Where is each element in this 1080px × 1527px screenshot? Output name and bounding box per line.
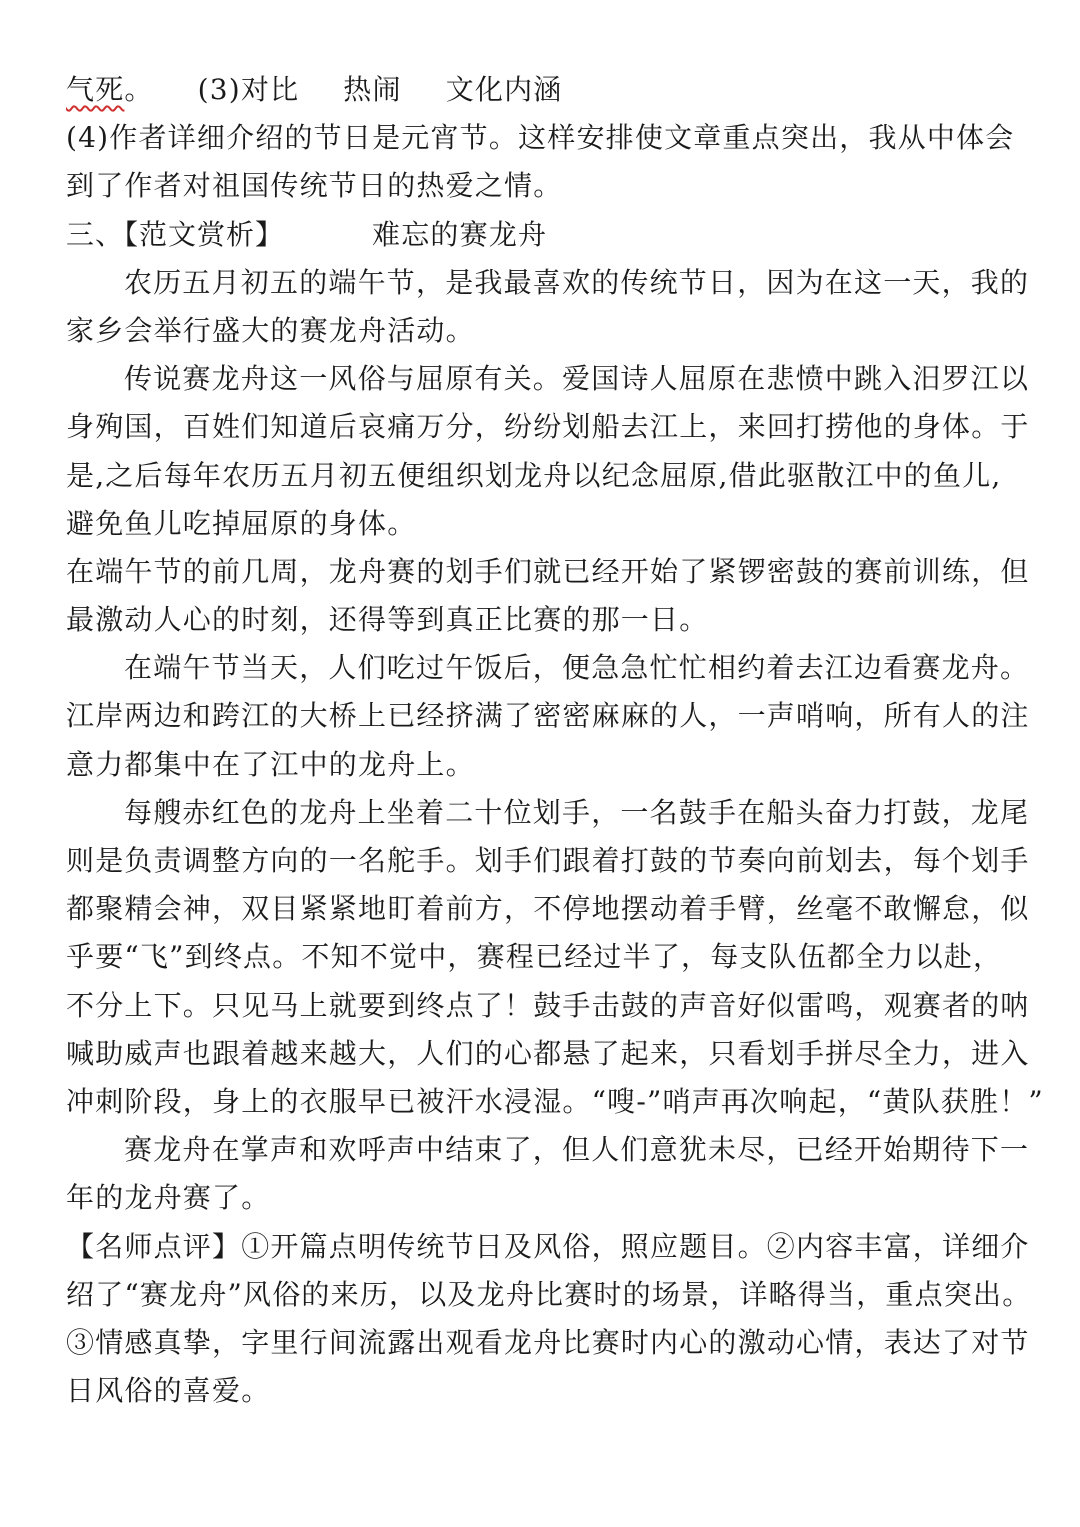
commentary-line: 日风俗的喜爱。 — [66, 1374, 271, 1408]
essay-p2-line: 是,之后每年农历五月初五便组织划龙舟以纪念屈原,借此驱散江中的鱼儿, — [66, 458, 1002, 492]
essay-p2-line: 传说赛龙舟这一风俗与屈原有关。爱国诗人屈原在悲愤中跳入汨罗江以 — [124, 362, 1030, 396]
essay-title: 难忘的赛龙舟 — [372, 217, 548, 251]
essay-p6-line: 年的龙舟赛了。 — [66, 1181, 271, 1215]
document-page — [66, 66, 1044, 1415]
wavy-underlined-word: 气死 — [66, 73, 125, 106]
essay-p4-line: 意力都集中在了江中的龙舟上。 — [66, 747, 475, 781]
essay-p1-line: 农历五月初五的端午节，是我最喜欢的传统节日，因为在这一天，我的 — [124, 265, 1030, 299]
answer-item4-line1: (4)作者详细介绍的节日是元宵节。这样安排使文章重点突出，我从中体会 — [66, 121, 1015, 155]
essay-p6-line: 赛龙舟在掌声和欢呼声中结束了，但人们意犹未尽，已经开始期待下一 — [124, 1133, 1030, 1167]
essay-p5-line: 则是负责调整方向的一名舵手。划手们跟着打鼓的节奏向前划去，每个划手 — [66, 844, 1030, 877]
essay-p4-line: 江岸两边和跨江的大桥上已经挤满了密密麻麻的人，一声哨响，所有人的注 — [66, 699, 1030, 733]
section-heading — [66, 211, 1016, 259]
answer-item3-label: (3)对比 — [197, 73, 300, 106]
commentary-line: 绍了“赛龙舟”风俗的来历，以及龙舟比赛时的场景，详略得当，重点突出。 — [66, 1277, 1032, 1311]
essay-p3-line: 最激动人心的时刻，还得等到真正比赛的那一日。 — [66, 603, 709, 637]
essay-p3-line: 在端午节的前几周，龙舟赛的划手们就已经开始了紧锣密鼓的赛前训练，但 — [66, 554, 1030, 588]
answer-line-3 — [66, 66, 1016, 114]
essay-p5-line: 冲刺阶段，身上的衣服早已被汗水浸湿。“嗖-”哨声再次响起，“黄队获胜！” — [66, 1084, 1044, 1118]
commentary-line: 【名师点评】①开篇点明传统节日及风俗，照应题目。②内容丰富，详细介 — [66, 1229, 1030, 1263]
essay-p5-line: 乎要“飞”到终点。不知不觉中，赛程已经过半了，每支队伍都全力以赴， — [66, 940, 1003, 974]
section-label: 三、【范文赏析】 — [66, 217, 285, 251]
essay-p2-line: 身殉国，百姓们知道后哀痛万分，纷纷划船去江上，来回打捞他的身体。于 — [66, 410, 1030, 444]
commentary-line: ③情感真挚，字里行间流露出观看龙舟比赛时内心的激动心情，表达了对节 — [66, 1325, 1030, 1359]
answer-item3-a: 热闹 — [343, 73, 402, 106]
essay-p5-line: 每艘赤红色的龙舟上坐着二十位划手，一名鼓手在船头奋力打鼓，龙尾 — [124, 795, 1030, 829]
essay-p4-line: 在端午节当天，人们吃过午饭后，便急急忙忙相约着去江边看赛龙舟。 — [124, 651, 1030, 685]
essay-p1-line: 家乡会举行盛大的赛龙舟活动。 — [66, 313, 475, 347]
answer-item3-b: 文化内涵 — [445, 73, 563, 106]
answer-item4-line2: 到了作者对祖国传统节日的热爱之情。 — [66, 169, 563, 203]
essay-p5-line: 不分上下。只见马上就要到终点了！鼓手击鼓的声音好似雷鸣，观赛者的呐 — [66, 988, 1030, 1022]
essay-p5-line: 喊助威声也跟着越来越大，人们的心都悬了起来，只看划手拼尽全力，进入 — [66, 1036, 1030, 1070]
answer-period: 。 — [124, 73, 154, 106]
essay-p5-line: 都聚精会神，双目紧紧地盯着前方，不停地摆动着手臂，丝毫不敢懈怠，似 — [66, 892, 1030, 926]
essay-p2-line: 避免鱼儿吃掉屈原的身体。 — [66, 506, 417, 540]
